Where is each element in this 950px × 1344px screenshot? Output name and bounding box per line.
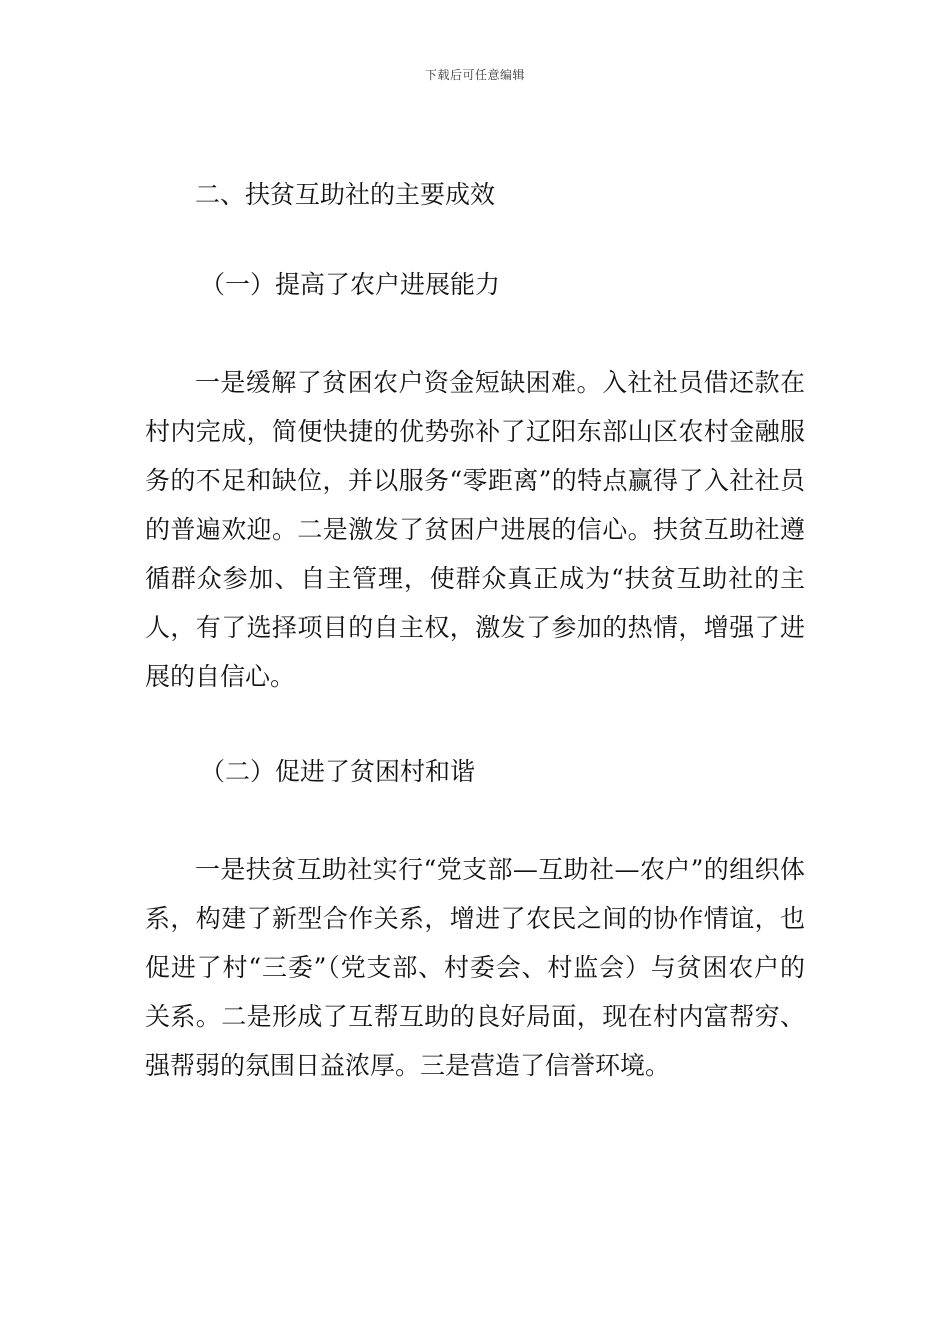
document-body [145,170,805,1090]
section-title: 二、扶贫互助社的主要成效 [195,180,496,209]
subsection-paragraph-1: 一是缓解了贫困农户资金短缺困难。入社社员借还款在村内完成，简便快捷的优势弥补了辽阳东部山区农村金融服务的不足和缺位，并以服务“零距离”的特点赢得了入社社员的普遍欢迎。二是激发了贫困户进展的信心。扶贫互助社遵循群众参加、自主管理，使群众真正成为“扶贫互助社的主人，有了选择项目的自主权，激发了参加的热情，增强了进展的自信心。 [145,368,805,691]
subsection-title-1: （一）提高了农户进展能力 [200,270,501,299]
subsection-paragraph-2: 一是扶贫互助社实行“党支部—互助社—农户”的组织体系，构建了新型合作关系，增进了农民之间的协作情谊，也促进了村“三委”（党支部、村委会、村监会）与贫困农户的关系。二是形成了互帮互助的良好局面，现在村内富帮穷、强帮弱的氛围日益浓厚。三是营造了信誉环境。 [145,855,805,1080]
subsection-title-2: （二）促进了贫困村和谐 [200,757,476,786]
page-header-note: 下载后可任意编辑 [424,68,525,82]
